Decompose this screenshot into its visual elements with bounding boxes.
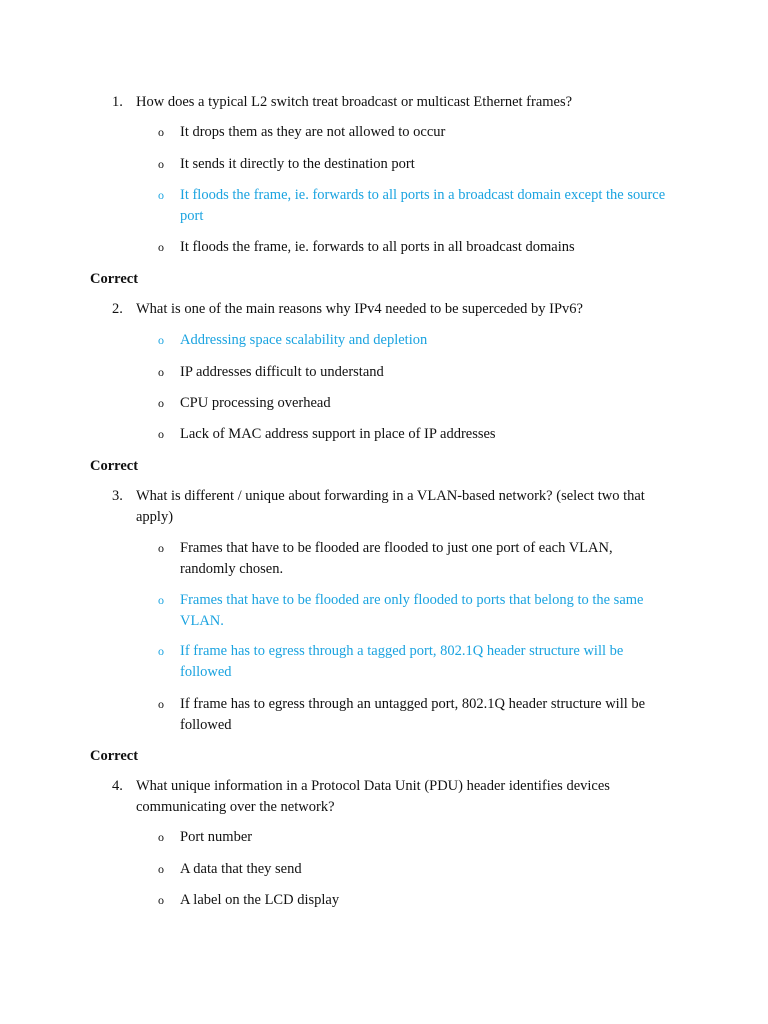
bullet-icon: o (158, 240, 164, 254)
question-3 (112, 486, 672, 528)
question-2 (112, 299, 672, 320)
q1-feedback: Correct (90, 271, 139, 287)
option-text: It sends it directly to the destination port (180, 156, 415, 172)
question-number: 1. (112, 94, 123, 110)
q3-option-1 (158, 538, 668, 580)
option-text: Addressing space scalability and depletion (180, 332, 428, 348)
option-text: A label on the LCD display (180, 892, 340, 908)
bullet-icon: o (158, 541, 164, 555)
q1-option-4 (158, 237, 668, 258)
question-text: What is one of the main reasons why IPv4 needed to be superceded by IPv6? (136, 301, 583, 317)
question-1 (112, 92, 672, 113)
q1-option-1 (158, 122, 668, 143)
q3-feedback: Correct (90, 748, 139, 764)
option-text: Frames that have to be flooded are flooded to just one port of each VLAN, randomly chosen. (180, 540, 613, 577)
q2-option-3 (158, 393, 668, 414)
question-number: 4. (112, 778, 123, 794)
option-text: IP addresses difficult to understand (180, 364, 384, 380)
q2-option-1-selected (158, 330, 668, 351)
bullet-icon: o (158, 365, 164, 379)
question-text: How does a typical L2 switch treat broadcast or multicast Ethernet frames? (136, 94, 573, 110)
option-text: It floods the frame, ie. forwards to all ports in all broadcast domains (180, 239, 575, 255)
bullet-icon: o (158, 125, 164, 139)
q3-option-4 (158, 694, 668, 736)
q4-option-1 (158, 827, 668, 848)
option-text: A data that they send (180, 861, 302, 877)
bullet-icon: o (158, 644, 164, 658)
question-number: 3. (112, 488, 123, 504)
option-text: CPU processing overhead (180, 395, 331, 411)
bullet-icon: o (158, 396, 164, 410)
q2-option-2 (158, 362, 668, 383)
option-text: It floods the frame, ie. forwards to all ports in a broadcast domain except the source port (180, 187, 666, 224)
bullet-icon: o (158, 188, 164, 202)
option-text: If frame has to egress through an untagged port, 802.1Q header structure will be followed (180, 696, 646, 733)
question-number: 2. (112, 301, 123, 317)
q4-option-2 (158, 859, 668, 880)
question-text: What is different / unique about forwarding in a VLAN-based network? (select two that apply) (136, 488, 645, 525)
q1-option-3-selected (158, 185, 668, 227)
bullet-icon: o (158, 893, 164, 907)
question-text: What unique information in a Protocol Data Unit (PDU) header identifies devices communicating over the network? (136, 778, 610, 815)
option-text: If frame has to egress through a tagged port, 802.1Q header structure will be followed (180, 643, 624, 680)
q1-option-2 (158, 154, 668, 175)
option-text: Port number (180, 829, 253, 845)
bullet-icon: o (158, 157, 164, 171)
q3-option-3-selected (158, 641, 668, 683)
bullet-icon: o (158, 862, 164, 876)
q2-option-4 (158, 424, 668, 445)
option-text: Frames that have to be flooded are only flooded to ports that belong to the same VLAN. (180, 592, 644, 629)
q4-option-3 (158, 890, 668, 911)
option-text: It drops them as they are not allowed to occur (180, 124, 446, 140)
bullet-icon: o (158, 593, 164, 607)
question-4 (112, 776, 672, 818)
bullet-icon: o (158, 697, 164, 711)
bullet-icon: o (158, 333, 164, 347)
q3-option-2-selected (158, 590, 668, 632)
option-text: Lack of MAC address support in place of IP addresses (180, 426, 496, 442)
q2-feedback: Correct (90, 458, 139, 474)
bullet-icon: o (158, 830, 164, 844)
bullet-icon: o (158, 427, 164, 441)
